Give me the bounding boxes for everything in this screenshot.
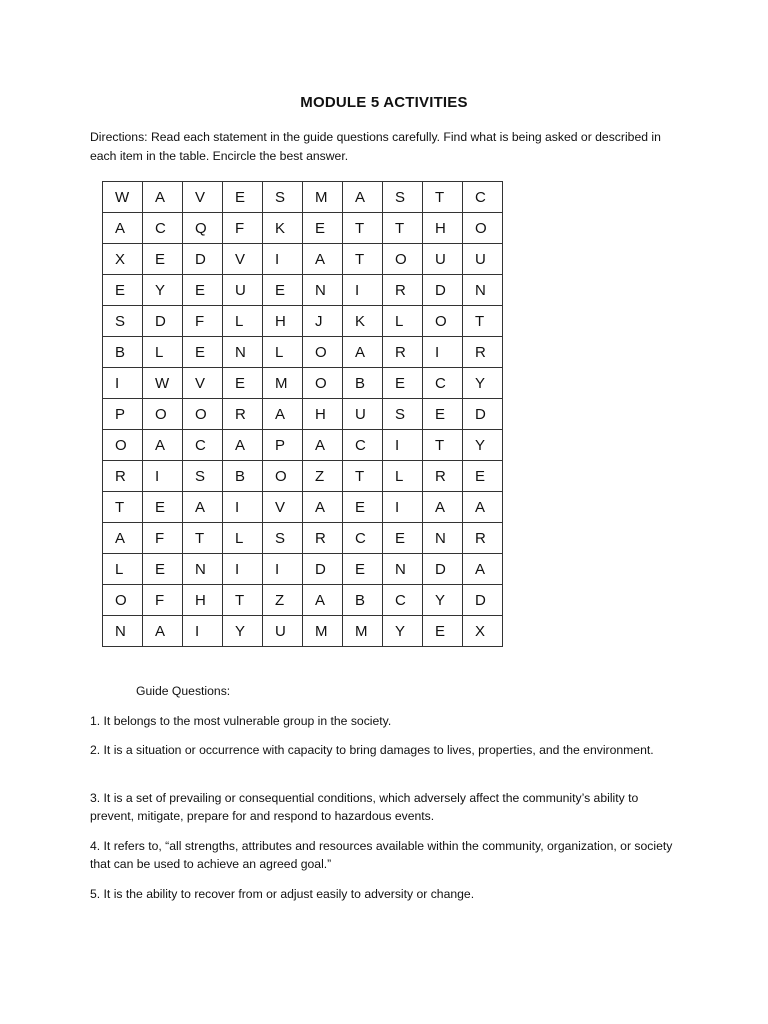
grid-cell[interactable]: Y bbox=[423, 585, 463, 616]
grid-cell[interactable]: R bbox=[303, 523, 343, 554]
grid-cell[interactable]: L bbox=[383, 306, 423, 337]
grid-cell[interactable]: T bbox=[343, 244, 383, 275]
grid-cell[interactable]: I bbox=[143, 461, 183, 492]
grid-cell[interactable]: I bbox=[343, 275, 383, 306]
grid-cell[interactable]: S bbox=[103, 306, 143, 337]
grid-cell[interactable]: N bbox=[303, 275, 343, 306]
grid-cell[interactable]: U bbox=[223, 275, 263, 306]
grid-cell[interactable]: M bbox=[303, 616, 343, 647]
grid-cell[interactable]: O bbox=[263, 461, 303, 492]
grid-cell[interactable]: L bbox=[143, 337, 183, 368]
grid-cell[interactable]: O bbox=[423, 306, 463, 337]
grid-row bbox=[103, 585, 503, 616]
question-4: 4. It refers to, “all strengths, attributes and resources available within the community, organization, or society that can be used to achieve an agreed goal.” bbox=[90, 839, 673, 871]
grid-cell[interactable]: T bbox=[343, 461, 383, 492]
grid-cell[interactable]: E bbox=[183, 337, 223, 368]
grid-cell[interactable]: W bbox=[103, 182, 143, 213]
grid-cell[interactable]: L bbox=[223, 306, 263, 337]
grid-cell[interactable]: O bbox=[303, 368, 343, 399]
grid-cell[interactable]: E bbox=[423, 399, 463, 430]
grid-cell[interactable]: M bbox=[303, 182, 343, 213]
grid-cell[interactable]: E bbox=[343, 492, 383, 523]
grid-cell[interactable]: E bbox=[143, 554, 183, 585]
grid-cell[interactable]: C bbox=[183, 430, 223, 461]
grid-cell[interactable]: T bbox=[183, 523, 223, 554]
grid-cell[interactable]: Q bbox=[183, 213, 223, 244]
grid-cell[interactable]: N bbox=[183, 554, 223, 585]
grid-cell[interactable]: E bbox=[423, 616, 463, 647]
grid-cell[interactable]: O bbox=[103, 585, 143, 616]
grid-cell[interactable]: P bbox=[263, 430, 303, 461]
grid-cell[interactable]: R bbox=[223, 399, 263, 430]
grid-cell[interactable]: B bbox=[103, 337, 143, 368]
grid-cell[interactable]: O bbox=[463, 213, 503, 244]
grid-cell[interactable]: T bbox=[223, 585, 263, 616]
grid-cell[interactable]: U bbox=[343, 399, 383, 430]
grid-cell[interactable]: E bbox=[143, 492, 183, 523]
grid-cell[interactable]: T bbox=[383, 213, 423, 244]
grid-cell[interactable]: H bbox=[263, 306, 303, 337]
grid-cell[interactable]: T bbox=[463, 306, 503, 337]
grid-cell[interactable]: I bbox=[263, 244, 303, 275]
grid-row bbox=[103, 337, 503, 368]
grid-cell[interactable]: F bbox=[183, 306, 223, 337]
question-3: 3. It is a set of prevailing or consequential conditions, which adversely affect the community’s ability to prevent, mitigate, prepare for and respond to hazardous events. bbox=[90, 791, 639, 823]
grid-row bbox=[103, 399, 503, 430]
grid-cell[interactable]: R bbox=[383, 337, 423, 368]
grid-cell[interactable]: A bbox=[103, 523, 143, 554]
grid-cell[interactable]: U bbox=[263, 616, 303, 647]
grid-cell[interactable]: Z bbox=[303, 461, 343, 492]
question-1: 1. It belongs to the most vulnerable group in the society. bbox=[90, 714, 392, 728]
grid-row bbox=[103, 523, 503, 554]
grid-cell[interactable]: D bbox=[303, 554, 343, 585]
grid-cell[interactable]: A bbox=[143, 182, 183, 213]
grid-cell[interactable]: A bbox=[263, 399, 303, 430]
grid-cell[interactable]: S bbox=[183, 461, 223, 492]
grid-cell[interactable]: T bbox=[423, 182, 463, 213]
grid-row bbox=[103, 554, 503, 585]
grid-cell[interactable]: R bbox=[103, 461, 143, 492]
grid-cell[interactable]: I bbox=[223, 554, 263, 585]
grid-cell[interactable]: D bbox=[423, 275, 463, 306]
grid-cell[interactable]: B bbox=[223, 461, 263, 492]
grid-cell[interactable]: N bbox=[423, 523, 463, 554]
grid-cell[interactable]: Y bbox=[463, 368, 503, 399]
grid-cell[interactable]: C bbox=[463, 182, 503, 213]
page-title: MODULE 5 ACTIVITIES bbox=[300, 94, 468, 111]
grid-cell[interactable]: D bbox=[463, 399, 503, 430]
grid-cell[interactable]: I bbox=[383, 430, 423, 461]
grid-cell[interactable]: L bbox=[223, 523, 263, 554]
grid-cell[interactable]: T bbox=[423, 430, 463, 461]
grid-cell[interactable]: D bbox=[423, 554, 463, 585]
grid-cell[interactable]: O bbox=[383, 244, 423, 275]
grid-cell[interactable]: Y bbox=[143, 275, 183, 306]
grid-cell[interactable]: C bbox=[343, 523, 383, 554]
grid-cell[interactable]: S bbox=[383, 399, 423, 430]
word-search-grid bbox=[102, 181, 503, 647]
grid-row bbox=[103, 492, 503, 523]
guide-questions-heading: Guide Questions: bbox=[136, 684, 231, 698]
grid-cell[interactable]: O bbox=[183, 399, 223, 430]
grid-cell[interactable]: U bbox=[463, 244, 503, 275]
grid-cell[interactable]: C bbox=[383, 585, 423, 616]
grid-row bbox=[103, 306, 503, 337]
grid-cell[interactable]: R bbox=[423, 461, 463, 492]
grid-row bbox=[103, 213, 503, 244]
grid-cell[interactable]: X bbox=[463, 616, 503, 647]
grid-cell[interactable]: B bbox=[343, 585, 383, 616]
grid-cell[interactable]: W bbox=[143, 368, 183, 399]
grid-cell[interactable]: F bbox=[143, 523, 183, 554]
grid-cell[interactable]: E bbox=[223, 182, 263, 213]
question-5: 5. It is the ability to recover from or adjust easily to adversity or change. bbox=[90, 887, 475, 901]
grid-cell[interactable]: I bbox=[423, 337, 463, 368]
grid-cell[interactable]: V bbox=[223, 244, 263, 275]
grid-cell[interactable]: I bbox=[383, 492, 423, 523]
grid-cell[interactable]: N bbox=[223, 337, 263, 368]
grid-row bbox=[103, 275, 503, 306]
directions-text: Directions: Read each statement in the guide questions carefully. Find what is being asked or described in each item in the table. Encircle the best answer. bbox=[90, 130, 661, 163]
grid-cell[interactable]: J bbox=[303, 306, 343, 337]
grid-cell[interactable]: T bbox=[103, 492, 143, 523]
grid-cell[interactable]: N bbox=[463, 275, 503, 306]
grid-cell[interactable]: C bbox=[143, 213, 183, 244]
grid-row bbox=[103, 430, 503, 461]
grid-cell[interactable]: E bbox=[263, 275, 303, 306]
grid-cell[interactable]: T bbox=[343, 213, 383, 244]
grid-cell[interactable]: L bbox=[263, 337, 303, 368]
grid-cell[interactable]: E bbox=[103, 275, 143, 306]
grid-cell[interactable]: E bbox=[143, 244, 183, 275]
grid-cell[interactable]: A bbox=[103, 213, 143, 244]
grid-row bbox=[103, 616, 503, 647]
grid-cell[interactable]: A bbox=[463, 492, 503, 523]
grid-cell[interactable]: S bbox=[263, 523, 303, 554]
grid-cell[interactable]: M bbox=[263, 368, 303, 399]
grid-cell[interactable]: E bbox=[343, 554, 383, 585]
grid-cell[interactable]: X bbox=[103, 244, 143, 275]
grid-cell[interactable]: F bbox=[143, 585, 183, 616]
grid-cell[interactable]: L bbox=[103, 554, 143, 585]
grid-row bbox=[103, 244, 503, 275]
grid-cell[interactable]: B bbox=[343, 368, 383, 399]
grid-cell[interactable]: N bbox=[103, 616, 143, 647]
grid-cell[interactable]: Z bbox=[263, 585, 303, 616]
grid-cell[interactable]: V bbox=[183, 368, 223, 399]
grid-cell[interactable]: H bbox=[423, 213, 463, 244]
grid-cell[interactable]: H bbox=[303, 399, 343, 430]
grid-cell[interactable]: A bbox=[143, 430, 183, 461]
grid-cell[interactable]: I bbox=[183, 616, 223, 647]
grid-cell[interactable]: A bbox=[423, 492, 463, 523]
grid-cell[interactable]: A bbox=[223, 430, 263, 461]
grid-cell[interactable]: A bbox=[183, 492, 223, 523]
grid-cell[interactable]: A bbox=[303, 244, 343, 275]
grid-cell[interactable]: Y bbox=[223, 616, 263, 647]
grid-cell[interactable]: S bbox=[383, 182, 423, 213]
grid-cell[interactable]: O bbox=[103, 430, 143, 461]
grid-cell[interactable]: R bbox=[383, 275, 423, 306]
grid-row bbox=[103, 368, 503, 399]
grid-cell[interactable]: I bbox=[223, 492, 263, 523]
grid-cell[interactable]: L bbox=[383, 461, 423, 492]
grid-cell[interactable]: O bbox=[143, 399, 183, 430]
grid-row bbox=[103, 461, 503, 492]
grid-cell[interactable]: C bbox=[423, 368, 463, 399]
grid-cell[interactable]: O bbox=[303, 337, 343, 368]
grid-cell[interactable]: R bbox=[463, 523, 503, 554]
grid-cell[interactable]: P bbox=[103, 399, 143, 430]
grid-cell[interactable]: I bbox=[263, 554, 303, 585]
grid-cell[interactable]: E bbox=[463, 461, 503, 492]
grid-cell[interactable]: V bbox=[183, 182, 223, 213]
grid-cell[interactable]: U bbox=[423, 244, 463, 275]
grid-cell[interactable]: A bbox=[143, 616, 183, 647]
grid-cell[interactable]: E bbox=[223, 368, 263, 399]
grid-cell[interactable]: A bbox=[303, 430, 343, 461]
grid-cell[interactable]: N bbox=[383, 554, 423, 585]
grid-cell[interactable]: K bbox=[343, 306, 383, 337]
grid-cell[interactable]: S bbox=[263, 182, 303, 213]
grid-cell[interactable]: A bbox=[303, 585, 343, 616]
grid-cell[interactable]: Y bbox=[463, 430, 503, 461]
grid-cell[interactable]: I bbox=[103, 368, 143, 399]
grid-cell[interactable]: M bbox=[343, 616, 383, 647]
grid-cell[interactable]: E bbox=[183, 275, 223, 306]
grid-cell[interactable]: K bbox=[263, 213, 303, 244]
grid-cell[interactable]: A bbox=[343, 337, 383, 368]
question-2: 2. It is a situation or occurrence with capacity to bring damages to lives, properties, and the environment. bbox=[90, 743, 654, 757]
grid-cell[interactable]: A bbox=[463, 554, 503, 585]
grid-cell[interactable]: C bbox=[343, 430, 383, 461]
grid-cell[interactable]: A bbox=[343, 182, 383, 213]
grid-cell[interactable]: D bbox=[143, 306, 183, 337]
grid-cell[interactable]: H bbox=[183, 585, 223, 616]
grid-cell[interactable]: E bbox=[383, 523, 423, 554]
grid-cell[interactable]: E bbox=[303, 213, 343, 244]
grid-cell[interactable]: F bbox=[223, 213, 263, 244]
grid-row bbox=[103, 182, 503, 213]
grid-cell[interactable]: Y bbox=[383, 616, 423, 647]
grid-cell[interactable]: D bbox=[463, 585, 503, 616]
grid-cell[interactable]: E bbox=[383, 368, 423, 399]
grid-cell[interactable]: D bbox=[183, 244, 223, 275]
grid-cell[interactable]: V bbox=[263, 492, 303, 523]
grid-cell[interactable]: R bbox=[463, 337, 503, 368]
grid-cell[interactable]: A bbox=[303, 492, 343, 523]
